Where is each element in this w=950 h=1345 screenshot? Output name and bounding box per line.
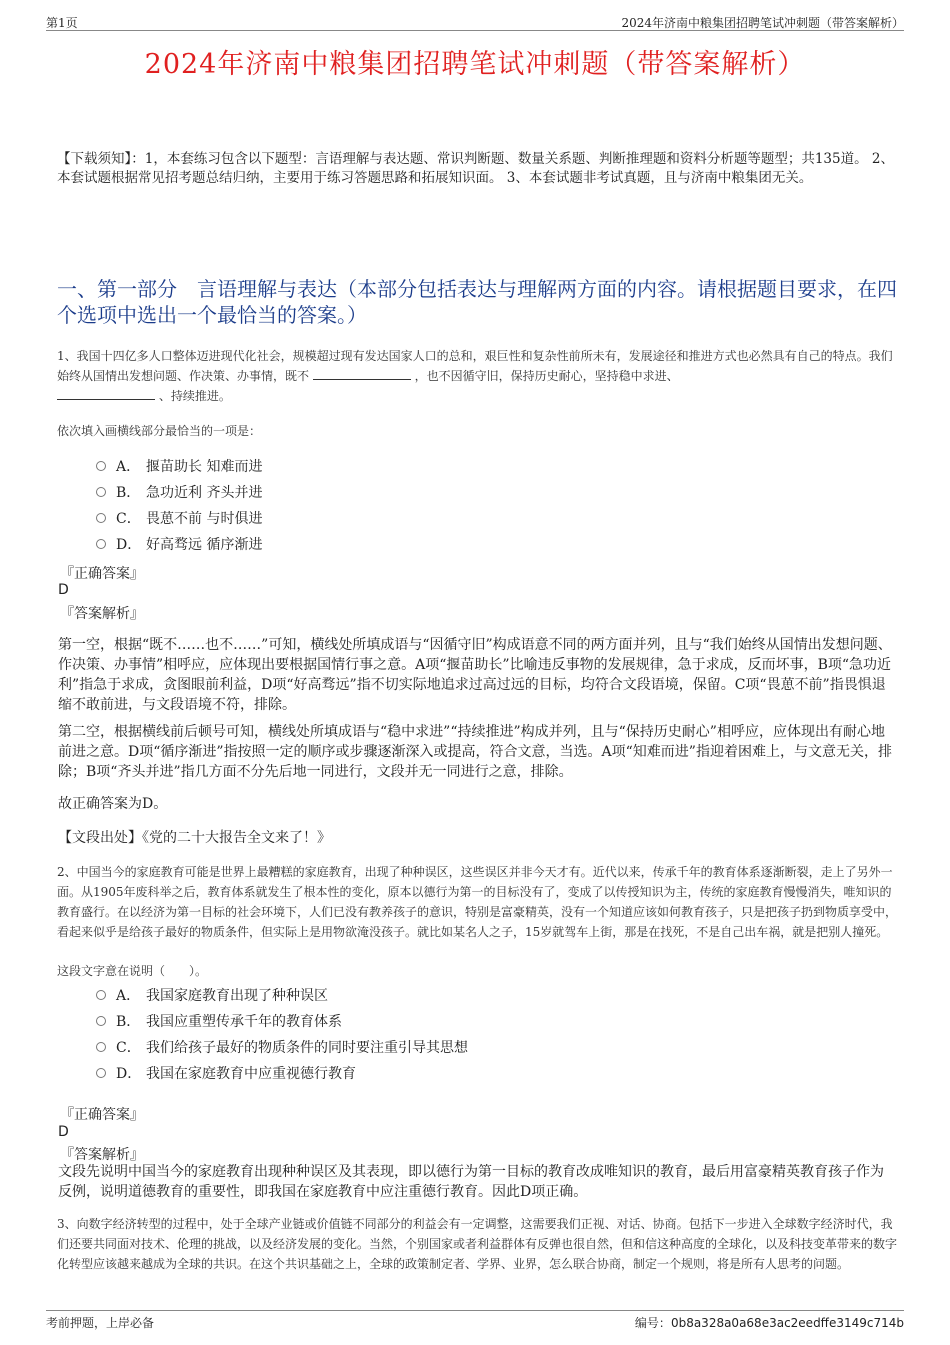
option-text: 畏葸不前 与时俱进 bbox=[146, 511, 263, 527]
radio-icon[interactable] bbox=[96, 1068, 106, 1078]
option-text: 我国家庭教育出现了种种误区 bbox=[146, 988, 328, 1004]
footer-slogan: 考前押题，上岸必备 bbox=[46, 1316, 155, 1330]
q1-source: 【文段出处】《党的二十大报告全文来了！》 bbox=[58, 830, 331, 846]
option-d[interactable] bbox=[96, 531, 262, 557]
option-text: 我们给孩子最好的物质条件的同时要注重引导其思想 bbox=[146, 1040, 468, 1056]
option-a[interactable] bbox=[96, 982, 468, 1008]
option-c[interactable] bbox=[96, 1034, 468, 1060]
option-b[interactable] bbox=[96, 479, 262, 505]
option-key: C． bbox=[116, 511, 141, 527]
option-text: 揠苗助长 知难而进 bbox=[146, 459, 263, 475]
q1-stem-part-b: ，也不因循守旧，保持历史耐心，坚持稳中求进、 bbox=[414, 369, 679, 383]
radio-icon[interactable] bbox=[96, 487, 106, 497]
radio-icon[interactable] bbox=[96, 539, 106, 549]
option-key: A． bbox=[116, 988, 141, 1004]
option-b[interactable] bbox=[96, 1008, 468, 1034]
page-footer bbox=[46, 1310, 904, 1329]
option-text: 好高骛远 循序渐进 bbox=[146, 537, 263, 553]
option-key: B． bbox=[116, 485, 141, 501]
answer-blank-2 bbox=[57, 387, 155, 400]
option-text: 急功近利 齐头并进 bbox=[146, 485, 263, 501]
question-2-instruction: 这段文字意在说明（ ）。 bbox=[57, 964, 208, 978]
radio-icon[interactable] bbox=[96, 990, 106, 1000]
question-3-stem: 3、向数字经济转型的过程中，处于全球产业链或价值链不同部分的利益会有一定调整，这需要我们正视、对话、协商。包括下一步进入全球数字经济时代，我们还要共同面对技术、伦理的挑战，以及经济发展的变化。当然，个别国家或者利益群体有反弹也很自然，但和信这种高度的全球化，以及科技变革带来的数字化转型应该越来越成为全球的共识。在这个共识基础之上，全球的政策制定者、学界、业界，怎么联合协商，制定一个规则，将是所有人思考的问题。 bbox=[57, 1217, 898, 1271]
radio-icon[interactable] bbox=[96, 1042, 106, 1052]
q2-answer: D bbox=[58, 1124, 69, 1140]
q1-answer-label: 『正确答案』 bbox=[60, 566, 144, 582]
code-label: 编号： bbox=[634, 1316, 671, 1330]
radio-icon[interactable] bbox=[96, 461, 106, 471]
q1-analysis-1: 第一空，根据“既不……也不……”可知，横线处所填成语与“因循守旧”构成语意不同的两方面并列，且与“我们始终从国情出发想问题、作决策、办事情”相呼应，应体现出要根据国情行事之意。A项“揠苗助长”比喻违反事物的发展规律，急于求成，反而坏事，B项“急功近利”指急于求成，贪图眼前利益，D项“好高骛远”指不切实际地追求过高过远的目标，均符合文段语境，保留。C项“畏葸不前”指畏惧退缩不敢前进，与文段语境不符，排除。 bbox=[58, 637, 892, 713]
question-1-instruction: 依次填入画横线部分最恰当的一项是： bbox=[57, 424, 262, 438]
question-2-stem: 2、中国当今的家庭教育可能是世界上最糟糕的家庭教育，出现了种种误区，这些误区并非今天才有。近代以来，传承千年的教育体系逐渐断裂，走上了另外一面。从1905年废科举之后，教育体系就发生了根本性的变化，原本以德行为第一的目标没有了，变成了以传授知识为主，传统的家庭教育慢慢消失，唯知识的教育盛行。在以经济为第一目标的社会环境下，人们已没有教养孩子的意识，特别是富豪精英，没有一个知道应该如何教育孩子，只是把孩子扔到物质享受中，看起来似乎是给孩子最好的物质条件，但实际上是用物欲淹没孩子。就比如某名人之子，15岁就驾车上街，那是在找死，不是自己出车祸，就是把别人撞死。 bbox=[57, 865, 898, 939]
q1-stem-part-a: 1、我国十四亿多人口整体迈进现代化社会，规模超过现有发达国家人口的总和，艰巨性和复杂性前所未有，发展途径和推进方式也必然具有自己的特点。我们始终从国情出发想问题、作决策、办事情，既不 bbox=[57, 349, 893, 383]
header-doc-title: 2024年济南中粮集团招聘笔试冲刺题（带答案解析） bbox=[621, 16, 904, 30]
q2-analysis: 文段先说明中国当今的家庭教育出现种种误区及其表现，即以德行为第一目标的教育改成唯知识的教育，最后用富豪精英教育孩子作为反例，说明道德教育的重要性，即我国在家庭教育中应注重德行教育。因此D项正确。 bbox=[58, 1164, 884, 1200]
document-code bbox=[635, 1314, 904, 1331]
q2-answer-label: 『正确答案』 bbox=[60, 1107, 144, 1123]
option-text: 我国在家庭教育中应重视德行教育 bbox=[146, 1066, 356, 1082]
question-1-options bbox=[96, 453, 262, 557]
option-key: A． bbox=[116, 459, 141, 475]
q1-analysis-label: 『答案解析』 bbox=[60, 606, 144, 622]
section-title: 一、第一部分 言语理解与表达（本部分包括表达与理解两方面的内容。请根据题目要求，在四个选项中选出一个最恰当的答案。） bbox=[57, 277, 897, 327]
option-c[interactable] bbox=[96, 505, 262, 531]
page-header bbox=[46, 12, 904, 31]
q2-analysis-label: 『答案解析』 bbox=[60, 1147, 144, 1163]
option-key: C． bbox=[116, 1040, 141, 1056]
radio-icon[interactable] bbox=[96, 513, 106, 523]
option-text: 我国应重塑传承千年的教育体系 bbox=[146, 1014, 342, 1030]
answer-blank-1 bbox=[313, 367, 411, 380]
q1-stem-part-c: 、持续推进。 bbox=[158, 389, 231, 403]
code-value: 0b8a328a0a68e3ac2eedffe3149c714b bbox=[670, 1316, 904, 1330]
option-d[interactable] bbox=[96, 1060, 468, 1086]
q1-answer: D bbox=[58, 582, 69, 598]
download-notice: 【下载须知】：1，本套练习包含以下题型：言语理解与表达题、常识判断题、数量关系题、判断推理题和资料分析题等题型；共135道。 2、本套试题根据常见招考题总结归纳，主要用于练习答题思路和拓展知识面。 3、本套试题非考试真题，且与济南中粮集团无关。 bbox=[57, 151, 894, 186]
question-2-options bbox=[96, 982, 468, 1086]
option-key: B． bbox=[116, 1014, 141, 1030]
option-a[interactable] bbox=[96, 453, 262, 479]
page-number: 第1页 bbox=[46, 16, 78, 30]
document-title: 2024年济南中粮集团招聘笔试冲刺题（带答案解析） bbox=[144, 49, 806, 80]
option-key: D． bbox=[116, 537, 142, 553]
q1-conclusion: 故正确答案为D。 bbox=[58, 796, 168, 812]
option-key: D． bbox=[116, 1066, 142, 1082]
radio-icon[interactable] bbox=[96, 1016, 106, 1026]
question-1-stem bbox=[57, 346, 897, 406]
q1-analysis-2: 第二空，根据横线前后顿号可知，横线处所填成语与“稳中求进”“持续推进”构成并列，且与“保持历史耐心”相呼应，应体现出有耐心地前进之意。D项“循序渐进”指按照一定的顺序或步骤逐渐深入或提高，符合文意，当选。A项“知难而进”指迎着困难上，与文意无关，排除；B项“齐头并进”指几方面不分先后地一同进行，文段并无一同进行之意，排除。 bbox=[58, 724, 892, 780]
